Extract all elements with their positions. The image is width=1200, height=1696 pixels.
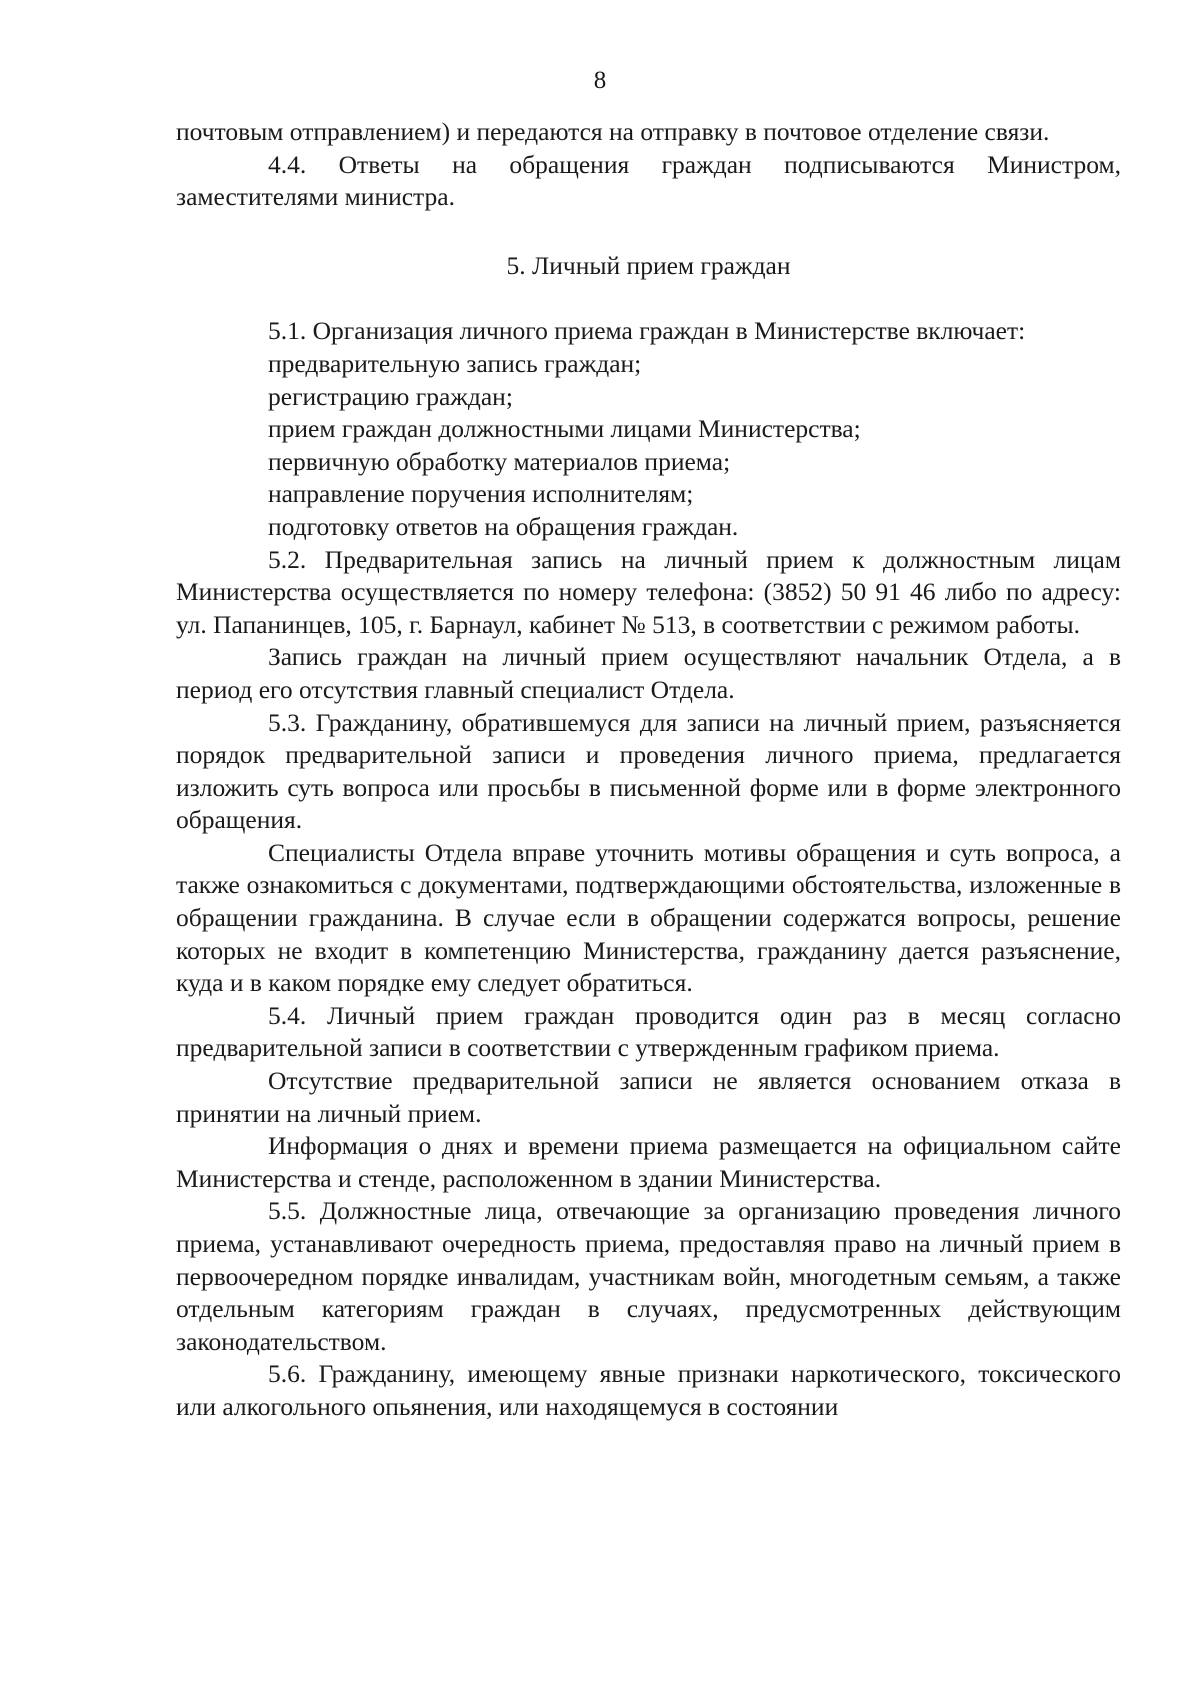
list-item: подготовку ответов на обращения граждан. — [268, 511, 739, 541]
paragraph-5-2-booking: Запись граждан на личный прием осуществляют начальник Отдела, а в период его отсутствия главный специалист Отдела. — [176, 642, 1121, 704]
page-number: 8 — [593, 67, 607, 94]
list-item: первичную обработку материалов приема; — [268, 446, 731, 476]
paragraph-4-4: 4.4. Ответы на обращения граждан подписываются Министром, заместителями министра. — [176, 149, 1121, 212]
list-item: направление поручения исполнителям; — [268, 479, 694, 509]
document-body — [176, 116, 1121, 1424]
section-heading: 5. Личный прием граждан — [506, 250, 791, 280]
paragraph-5-4-info: Информация о днях и времени приема размещается на официальном сайте Министерства и стенде, расположенном в здании Министерства. — [176, 1131, 1121, 1193]
paragraph-5-2: 5.2. Предварительная запись на личный прием к должностным лицам Министерства осуществляется по номеру телефона: (3852) 50 91 46 либо по адресу: ул. Папанинцев, 105, г. Барнаул, кабинет № 513, в соответствии с режимом работы. — [176, 544, 1121, 639]
paragraph-5-3: 5.3. Гражданину, обратившемуся для записи на личный прием, разъясняется порядок предварительной записи и проведения личного приема, предлагается изложить суть вопроса или просьбы в письменной форме или в форме электронного обращения. — [176, 707, 1121, 835]
list-item: регистрацию граждан; — [268, 381, 513, 411]
paragraph-5-4-no-booking: Отсутствие предварительной записи не является основанием отказа в принятии на личный прием. — [176, 1066, 1121, 1128]
paragraph-5-3-specialists: Специалисты Отдела вправе уточнить мотивы обращения и суть вопроса, а также ознакомиться с документами, подтверждающими обстоятельства, изложенные в обращении гражданина. В случае если в обращении содержатся вопросы, решение которых не входит в компетенцию Министерства, гражданину дается разъяснение, куда и в каком порядке ему следует обратиться. — [176, 837, 1121, 998]
list-item: прием граждан должностными лицами Министерства; — [268, 414, 861, 444]
paragraph-5-6: 5.6. Гражданину, имеющему явные признаки наркотического, токсического или алкогольного опьянения, или находящемуся в состоянии — [176, 1359, 1121, 1421]
paragraph-5-4: 5.4. Личный прием граждан проводится один раз в месяц согласно предварительной записи в соответствии с утвержденным графиком приема. — [176, 1000, 1121, 1063]
paragraph-5-1: 5.1. Организация личного приема граждан в Министерстве включает: — [268, 316, 1026, 346]
paragraph-5-5: 5.5. Должностные лица, отвечающие за организацию проведения личного приема, устанавливают очередность приема, предоставляя право на личный прием в первоочередном порядке инвалидам, участникам войн, многодетным семьям, а также отдельным категориям граждан в случаях, предусмотренных действующим законодательством. — [176, 1196, 1121, 1356]
paragraph-continuation: почтовым отправлением) и передаются на отправку в почтовое отделение связи. — [176, 117, 1050, 146]
list-item: предварительную запись граждан; — [268, 348, 642, 378]
